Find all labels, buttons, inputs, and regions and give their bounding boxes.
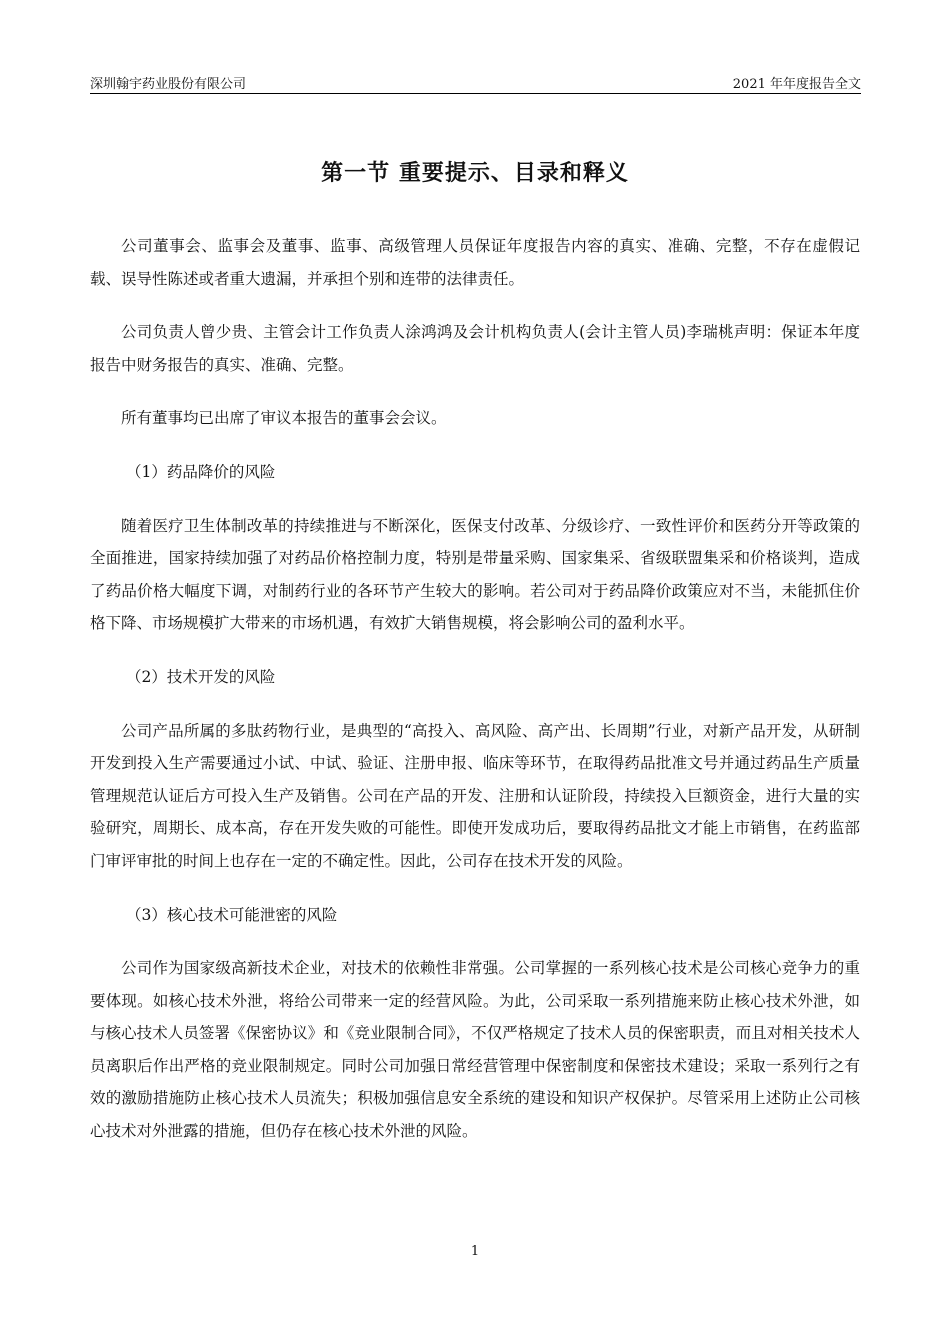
board-guarantee-paragraph: 公司董事会、监事会及董事、监事、高级管理人员保证年度报告内容的真实、准确、完整，不存在虚假记载、误导性陈述或者重大遗漏，并承担个别和连带的法律责任。 xyxy=(90,237,860,288)
document-body xyxy=(90,230,860,1169)
responsible-persons-statement: 公司负责人曾少贵、主管会计工作负责人涂鸿鸿及会计机构负责人(会计主管人员)李瑞桃声明：保证本年度报告中财务报告的真实、准确、完整。 xyxy=(90,323,860,374)
risk-heading-price-reduction: （1）药品降价的风险 xyxy=(126,462,276,481)
header-report-title: 2021 年年度报告全文 xyxy=(732,77,861,92)
risk-heading-tech-development: （2）技术开发的风险 xyxy=(126,667,276,686)
page-header xyxy=(90,71,861,94)
board-attendance-paragraph: 所有董事均已出席了审议本报告的董事会会议。 xyxy=(121,409,447,428)
page-number: 1 xyxy=(470,1244,480,1259)
risk-body-tech-development: 公司产品所属的多肽药物行业，是典型的“高投入、高风险、高产出、长周期”行业，对新产品开发，从研制开发到投入生产需要通过小试、中试、验证、注册申报、临床等环节，在取得药品批准文号并通过药品生产质量管理规范认证后方可投入生产及销售。公司在产品的开发、注册和认证阶段，持续投入巨额资金，进行大量的实验研究，周期长、成本高，存在开发失败的可能性。即使开发成功后，要取得药品批文才能上市销售，在药监部门审评审批的时间上也存在一定的不确定性。因此，公司存在技术开发的风险。 xyxy=(90,721,860,870)
header-company-name: 深圳翰宇药业股份有限公司 xyxy=(90,77,247,92)
risk-body-tech-leak: 公司作为国家级高新技术企业，对技术的依赖性非常强。公司掌握的一系列核心技术是公司核心竞争力的重要体现。如核心技术外泄，将给公司带来一定的经营风险。为此，公司采取一系列措施来防止核心技术外泄，如与核心技术人员签署《保密协议》和《竞业限制合同》，不仅严格规定了技术人员的保密职责，而且对相关技术人员离职后作出严格的竞业限制规定。同时公司加强日常经营管理中保密制度和保密技术建设；采取一系列行之有效的激励措施防止核心技术人员流失；积极加强信息安全系统的建设和知识产权保护。尽管采用上述防止公司核心技术对外泄露的措施，但仍存在核心技术外泄的风险。 xyxy=(90,959,860,1141)
risk-heading-tech-leak: （3）核心技术可能泄密的风险 xyxy=(126,905,338,924)
risk-body-price-reduction: 随着医疗卫生体制改革的持续推进与不断深化，医保支付改革、分级诊疗、一致性评价和医药分开等政策的全面推进，国家持续加强了对药品价格控制力度，特别是带量采购、国家集采、省级联盟集采和价格谈判，造成了药品价格大幅度下调，对制药行业的各环节产生较大的影响。若公司对于药品降价政策应对不当，未能抓住价格下降、市场规模扩大带来的市场机遇，有效扩大销售规模，将会影响公司的盈利水平。 xyxy=(90,516,860,633)
section-title: 第一节 重要提示、目录和释义 xyxy=(321,160,629,186)
